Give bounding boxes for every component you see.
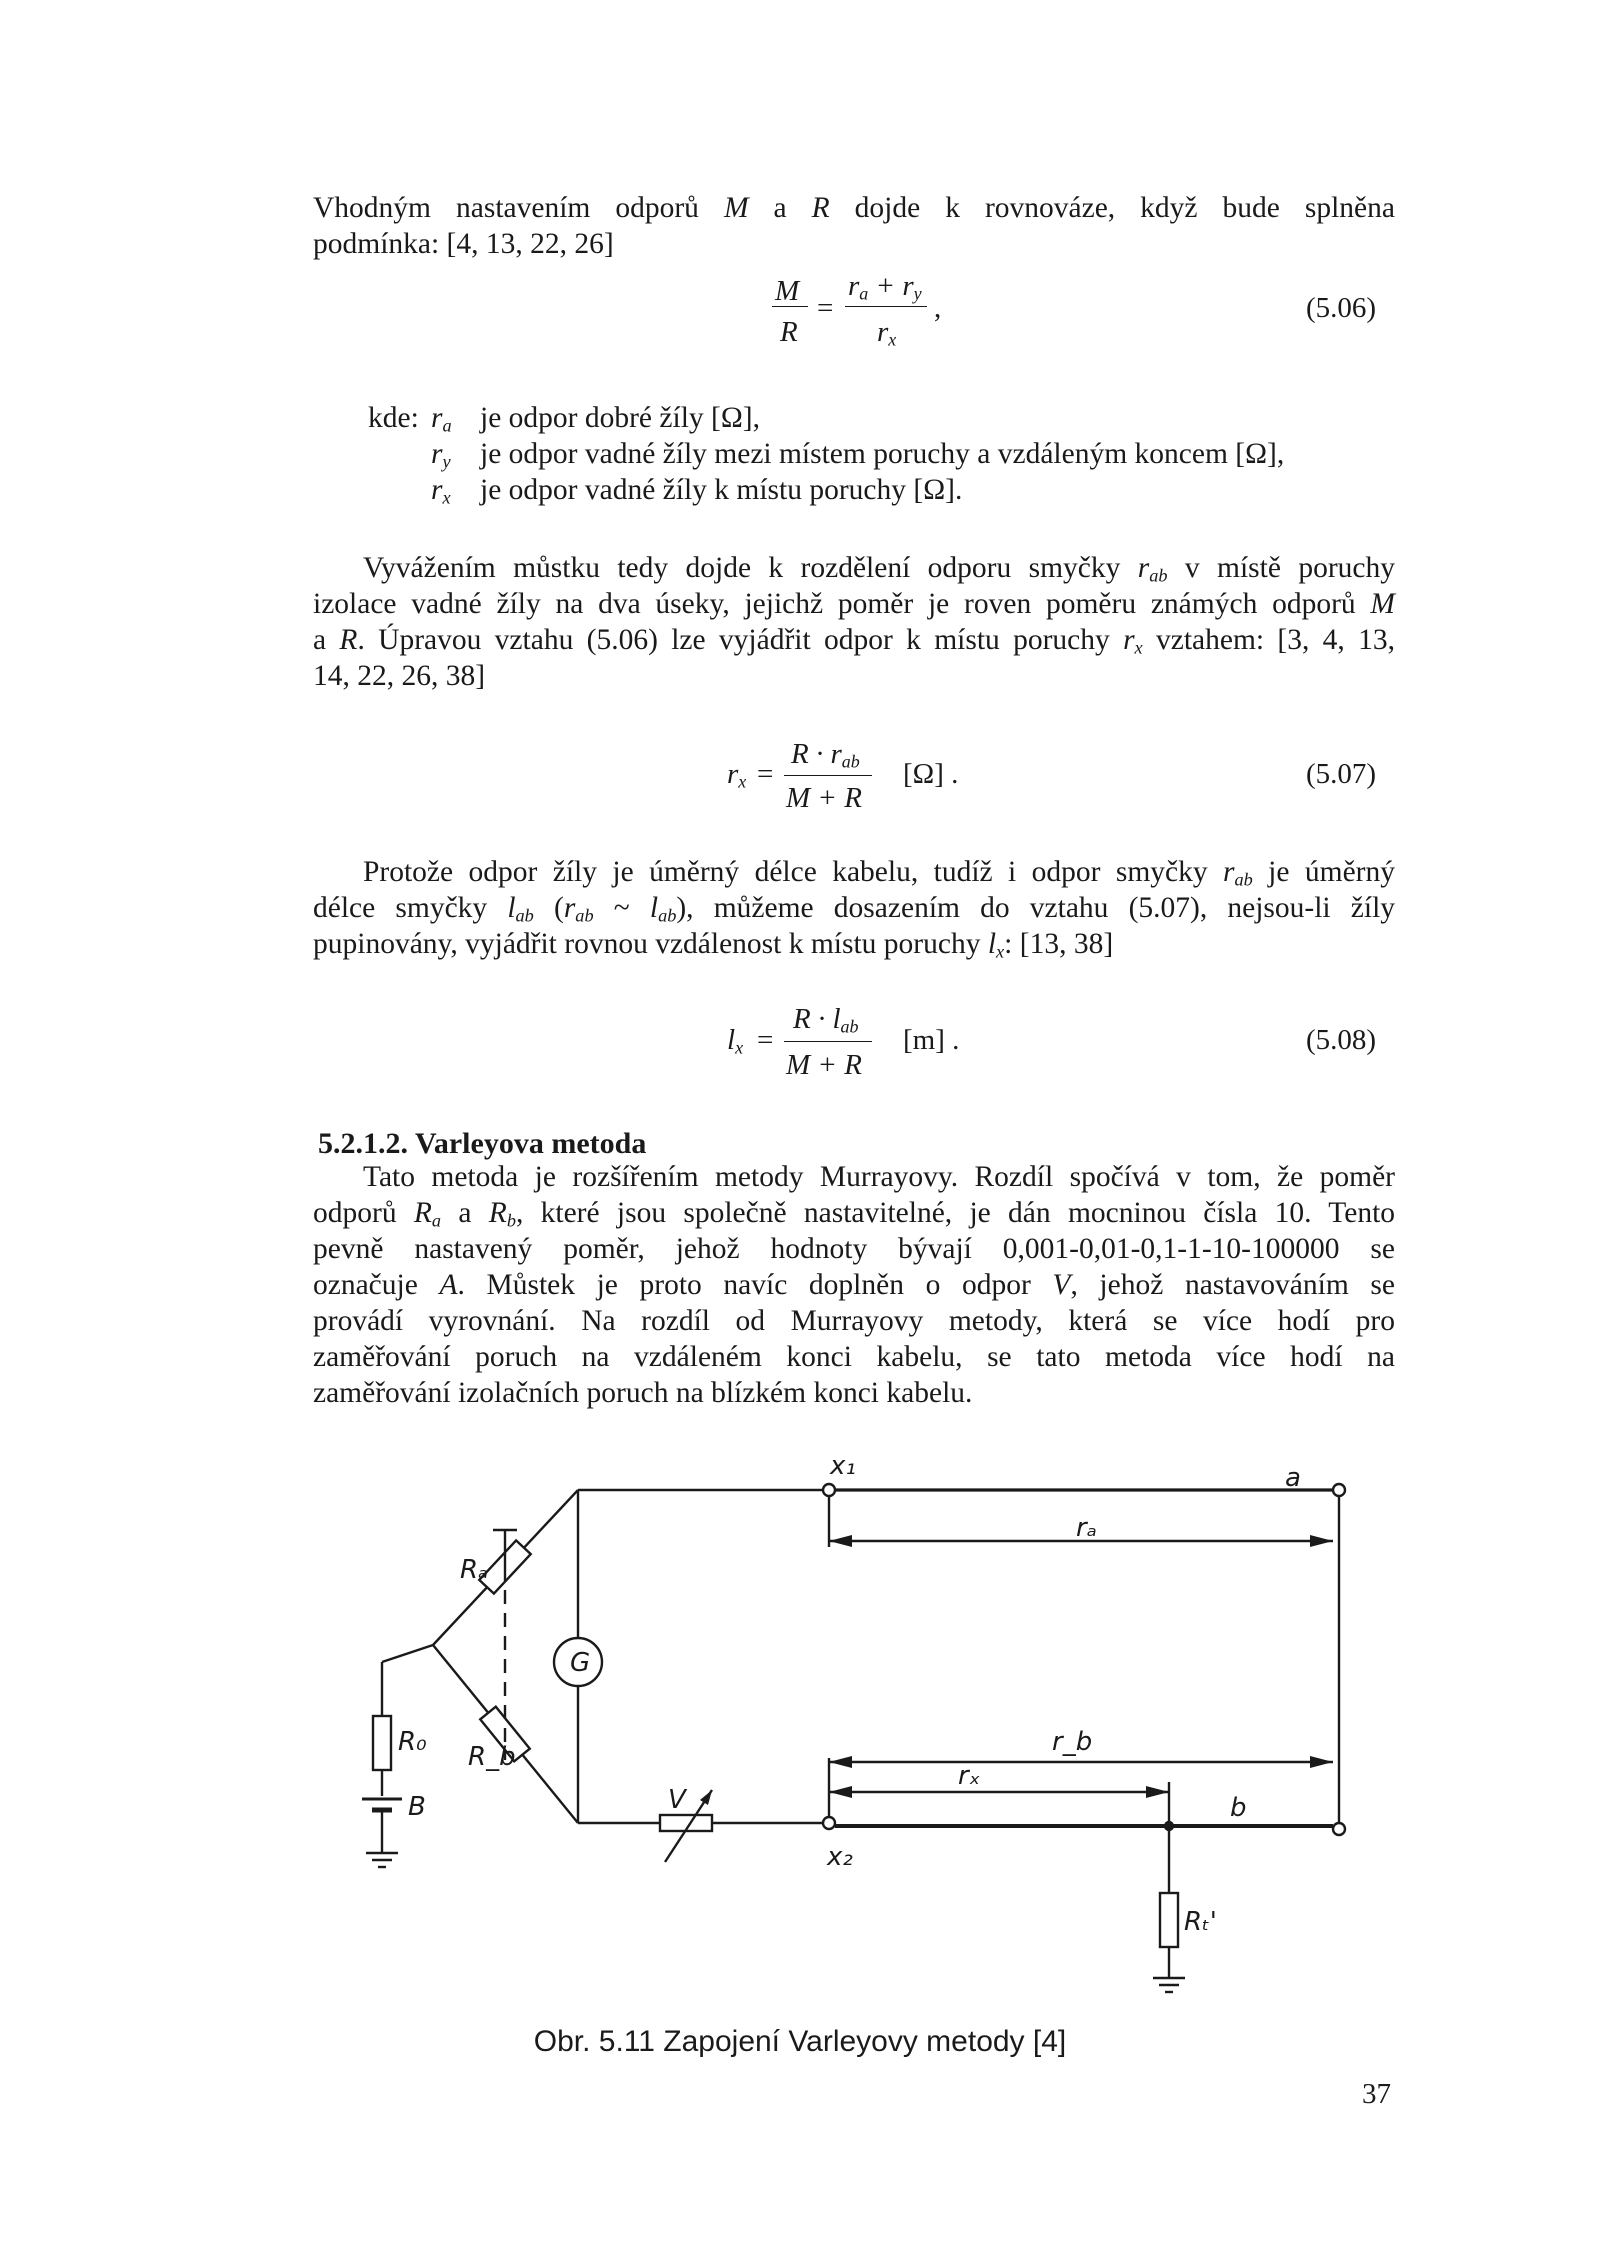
list-item: je odpor dobré žíly [Ω],	[480, 402, 760, 434]
list-item: $r_y$	[431, 438, 451, 472]
list-item: je odpor vadné žíly mezi místem poruchy a vzdáleným koncem [Ω],	[480, 438, 1285, 470]
equation-number: (5.06)	[1306, 292, 1377, 324]
list-item: $r_x$	[431, 474, 451, 508]
label-x1: x₁	[830, 1451, 856, 1481]
label-b: b	[1230, 1793, 1247, 1823]
equation-number: (5.08)	[1306, 1024, 1377, 1056]
list-item: $r_a$	[431, 402, 452, 436]
page-number: 37	[1362, 2078, 1391, 2110]
terminal-b-far	[1333, 1823, 1345, 1835]
ground-symbol-right	[1153, 1978, 1185, 1992]
list-item: je odpor vadné žíly k místu poruchy [Ω].	[480, 474, 963, 506]
paragraph-varley: Tato metoda je rozšířením metody Murrayovy. Rozdíl spočívá v tom, že poměr odporů $R_a$ a $R_b$, které jsou společně nastavitelné, je dán mocninou čísla 10. Tento pevně nastavený poměr, jehož hodnoty bývají 0,001-0,01-0,1-1-10-100000 se označuje A. Můstek je proto navíc doplněn o odpor V, jehož nastavováním se provádí vyrovnání. Na rozdíl od Murrayovy metody, která se více hodí pro zaměřování poruch na vzdáleném konci kabelu, se tato metoda více hodí na zaměřování izolačních poruch na blízkém konci kabelu.	[313, 1161, 1396, 1409]
resistor-r0	[373, 1716, 391, 1770]
label-Rt: Rₜ'	[1184, 1907, 1217, 1937]
label-a: a	[1285, 1463, 1301, 1493]
wire	[382, 1645, 433, 1662]
label-rb: r_b	[1052, 1727, 1093, 1757]
section-heading: 5.2.1.2. Varleyova metoda	[318, 1127, 647, 1160]
intro-paragraph: Vhodným nastavením odporů M a R dojde k rovnováze, když bude splněna podmínka: [4, 13, 22, 26]	[313, 192, 1395, 260]
label-Rb: R_b	[468, 1742, 516, 1772]
terminal-x1	[823, 1484, 835, 1496]
page: Vhodným nastavením odporů M a R dojde k rovnováze, když bude splněna podmínka: [4, 13, 22, 26] M R = $r_a + r_y$ $r_x$ , (5.06) kde: $r_a$ je odpor dobré žíly [Ω], $r_y$ je odpor vadné žíly mezi místem poruchy a vzdáleným koncem [Ω], $r_x$ je odpor vadné žíly k místu poruchy [Ω]. Vyvážením můstku tedy dojde k rozdělení odporu smyčky $r_{ab}$ v místě poruchy izolace vadné žíly na dva úseky, jejichž poměr je roven poměru známých odporů M a R. Úpravou vztahu (5.06) lze vyjádřit odpor k místu poruchy $r_x$ vztahem: [3, 4, 13, 14, 22, 26, 38] $r_x$ = $R \cdot r_{ab}$ M + R [Ω] . (5.07) Protože odpor žíly je úměrný délce kabelu, tudíž i odpor smyčky $r_{ab}$ je úměrný délce smyčky $l_{ab}$ ($r_{ab}$ ~ $l_{ab}$), můžeme dosazením do vztahu (5.07), nejsou-li žíly pupinovány, vyjádřit rovnou vzdálenost k místu poruchy $l_x$: [13, 38] $l_x$ = $R \cdot l_{ab}$ M + R [m] . (5.08) 5.2.1.2. Varleyova metoda Tato metoda je rozšířením metody Murrayovy. Rozdíl spočívá v tom, že poměr odporů $R_a$ a $R_b$, které jsou společně nastavitelné, je dán mocninou čísla 10. Tento pevně nastavený poměr, jehož hodnoty bývají 0,001-0,01-0,1-1-10-100000 se označuje A. Můstek je proto navíc doplněn o odpor V, jehož nastavováním se provádí vyrovnání. Na rozdíl od Murrayovy metody, která se více hodí pro zaměřování poruch na vzdáleném konci kabelu, se tato metoda více hodí na zaměřování izolačních poruch na blízkém konci kabelu. x₁ a rₐ Rₐ G R₀ R_b B V r_b rₓ b x₂ Rₜ' Obr. 5.11 Zapojení Varleyovy metody [4] 37	[0, 0, 1600, 2264]
paragraph-proportional: Protože odpor žíly je úměrný délce kabelu, tudíž i odpor smyčky $r_{ab}$ je úměrný délce smyčky $l_{ab}$ ($r_{ab}$ ~ $l_{ab}$), můžeme dosazením do vztahu (5.07), nejsou-li žíly pupinovány, vyjádřit rovnou vzdálenost k místu poruchy $l_x$: [13, 38]	[313, 856, 1396, 962]
terminal-x2	[823, 1817, 835, 1829]
where-label: kde:	[368, 402, 419, 434]
terminal-a	[1333, 1484, 1345, 1496]
label-V: V	[668, 1785, 686, 1815]
label-Ra: Rₐ	[460, 1555, 489, 1585]
label-rx: rₓ	[958, 1761, 981, 1791]
label-R0: R₀	[398, 1727, 427, 1757]
resistor-rt	[1160, 1893, 1178, 1947]
paragraph-balance: Vyvážením můstku tedy dojde k rozdělení odporu smyčky $r_{ab}$ v místě poruchy izolace vadné žíly na dva úseky, jejichž poměr je roven poměru známých odporů M a R. Úpravou vztahu (5.06) lze vyjádřit odpor k místu poruchy $r_x$ vztahem: [3, 4, 13, 14, 22, 26, 38]	[313, 552, 1396, 692]
label-ra: rₐ	[1076, 1513, 1097, 1543]
label-G: G	[570, 1648, 591, 1678]
label-x2: x₂	[827, 1842, 853, 1872]
equation-number: (5.07)	[1306, 758, 1377, 790]
label-B: B	[408, 1792, 426, 1822]
figure-caption: Obr. 5.11 Zapojení Varleyovy metody [4]	[533, 2025, 1067, 2058]
ground-symbol-left	[366, 1853, 398, 1867]
